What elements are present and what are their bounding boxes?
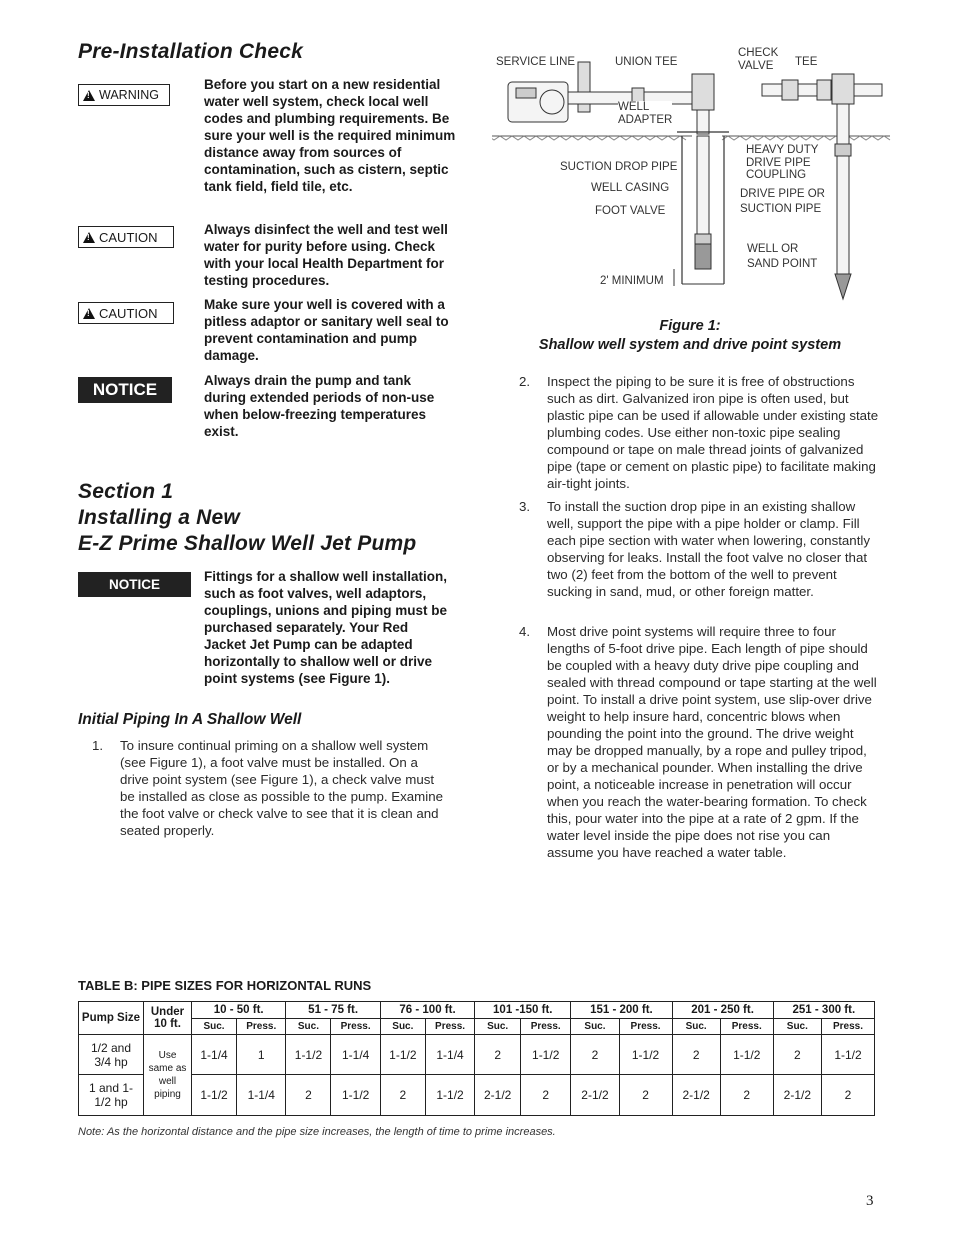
table-cell: 1-1/2: [286, 1035, 331, 1075]
label-foot-valve: FOOT VALVE: [595, 205, 666, 217]
section-number-heading: Section 1: [78, 480, 174, 503]
step-text: Inspect the piping to be sure it is free of obstructions such as dirt. Galvanized iron pipe is often used, but plastic pipe can be used if allowable under existing state plumbing codes. Use either non-toxic pipe sealing compound or tape on male thread joints of galvanized pipe (tape or cement on plastic pipe) to facilitate making air-tight joints.: [547, 374, 879, 491]
label-tee-right: TEE: [795, 56, 818, 68]
table-cell: 2: [380, 1075, 425, 1116]
step-number: 1.: [92, 738, 104, 753]
label-drive-pipe: DRIVE PIPE OR SUCTION PIPE: [740, 188, 825, 215]
figure-caption-title: Shallow well system and drive point system: [538, 337, 842, 353]
table-cell: 1-1/2: [822, 1035, 875, 1075]
header-range: 201 - 250 ft.: [672, 1002, 773, 1019]
table-cell: 1-1/2: [720, 1035, 773, 1075]
preinstall-heading: Pre-Installation Check: [78, 40, 303, 63]
table-cell: 2: [720, 1075, 773, 1116]
notice-badge-large: NOTICE: [78, 377, 172, 403]
step-number: 4.: [519, 624, 531, 639]
header-under-10: Under 10 ft.: [144, 1002, 192, 1035]
table-cell: 2: [619, 1075, 672, 1116]
label-heavy-duty-coupling: HEAVY DUTY DRIVE PIPE COUPLING: [746, 144, 819, 181]
label-suction-drop-pipe: SUCTION DROP PIPE: [560, 161, 678, 173]
table-cell: 1-1/2: [331, 1075, 380, 1116]
caution-badge-2: [78, 302, 174, 324]
table-cell: 1-1/2: [521, 1035, 571, 1075]
caution-text-2: Make sure your well is covered with a pitless adaptor or sanitary well seal to prevent contamination and pump damage.: [204, 297, 449, 363]
step-number: 2.: [519, 374, 531, 389]
pipe-size-table: [78, 1001, 875, 1116]
initial-piping-subheading: Initial Piping In A Shallow Well: [78, 711, 302, 728]
header-range: 151 - 200 ft.: [571, 1002, 672, 1019]
table-cell: 1-1/2: [425, 1075, 474, 1116]
warning-badge-label: WARNING: [99, 88, 159, 102]
table-cell: 2: [286, 1075, 331, 1116]
label-well-casing: WELL CASING: [591, 182, 670, 194]
subheader-press: Press.: [331, 1019, 380, 1035]
table-row: [79, 1035, 875, 1075]
subheader-suc: Suc.: [380, 1019, 425, 1035]
label-check-valve: CHECK VALVE: [738, 47, 779, 72]
table-cell: 2: [475, 1035, 521, 1075]
table-cell: 2: [571, 1035, 619, 1075]
step-text: Most drive point systems will require three to four lengths of 5-foot drive pipe. Each length of pipe should be coupled with a heavy duty drive pipe coupling and sealed with thread compound or tape starting at the well point. To install a drive point system, use slip-over drive weight to help insure hard, concentric blows when pounding the point into the ground. The drive weight may be dropped manually, by a rope and pulley tripod, or by a mechanical pounder. When installing the drive point, a noticeable increase in penetration will occur when you reach the water-bearing formation. To check this, pour water into the pipe at a rate of 2 gpm. If the water level inside the pipe does not rise you can assume you have reached a water table.: [547, 624, 877, 860]
subheader-press: Press.: [237, 1019, 286, 1035]
table-cell: 2-1/2: [571, 1075, 619, 1116]
page-number: 3: [866, 1193, 874, 1209]
label-well-adapter: WELL ADAPTER: [618, 101, 673, 126]
header-range: 51 - 75 ft.: [286, 1002, 380, 1019]
step-3: [519, 498, 879, 618]
header-range: 76 - 100 ft.: [380, 1002, 474, 1019]
subheader-press: Press.: [425, 1019, 474, 1035]
table-cell: 1-1/2: [192, 1075, 237, 1116]
step-number: 3.: [519, 499, 531, 514]
subheader-press: Press.: [822, 1019, 875, 1035]
step-4: [519, 623, 879, 883]
table-cell: 2: [822, 1075, 875, 1116]
row-under-10-note: Use same as well piping: [144, 1035, 192, 1116]
subheader-suc: Suc.: [773, 1019, 821, 1035]
subheader-press: Press.: [720, 1019, 773, 1035]
table-cell: 2: [521, 1075, 571, 1116]
table-cell: 1-1/4: [425, 1035, 474, 1075]
subheader-suc: Suc.: [571, 1019, 619, 1035]
table-cell: 1-1/4: [331, 1035, 380, 1075]
caution-badge-label: CAUTION: [99, 229, 158, 245]
warning-triangle-icon: [83, 90, 95, 101]
label-service-line: SERVICE LINE: [496, 56, 576, 68]
table-cell: 2: [672, 1035, 720, 1075]
label-well-point: WELL OR SAND POINT: [747, 243, 818, 270]
table-header-row: [79, 1002, 875, 1019]
table-note: Note: As the horizontal distance and the pipe size increases, the length of time to prime increases.: [78, 1126, 556, 1138]
subheader-press: Press.: [619, 1019, 672, 1035]
notice-badge-small: NOTICE: [78, 572, 191, 597]
table-subheader-row: [79, 1019, 875, 1035]
subheader-suc: Suc.: [672, 1019, 720, 1035]
section-title-line2: Installing a New: [78, 506, 240, 529]
warning-triangle-icon: [83, 232, 95, 243]
table-title: TABLE B: PIPE SIZES FOR HORIZONTAL RUNS: [78, 978, 372, 993]
row-pump-size: 1 and 1-1/2 hp: [79, 1075, 144, 1116]
well-diagram-svg: [492, 44, 892, 304]
label-union-tee: UNION TEE: [615, 56, 678, 68]
figure-1-diagram: [492, 44, 892, 304]
figure-caption-number: Figure 1:: [659, 318, 721, 334]
table-row: [79, 1075, 875, 1116]
section-notice-text: Fittings for a shallow well installation, such as foot valves, well adaptors, couplings, unions and piping must be purchased separately. Your Red Jacket Jet Pump can be adapted horizontally to shallow well or drive point systems (see Figure 1).: [204, 569, 448, 686]
table-cell: 1: [237, 1035, 286, 1075]
warning-text: Before you start on a new residential water well system, check local well codes and plumbing requirements. Be sure your well is the required minimum distance away from sources of contamination, such as cistern, septic tank field, field tile, etc.: [204, 77, 456, 194]
subheader-suc: Suc.: [286, 1019, 331, 1035]
table-cell: 1-1/2: [619, 1035, 672, 1075]
warning-triangle-icon: [83, 308, 95, 319]
table-cell: 2-1/2: [475, 1075, 521, 1116]
table-cell: 1-1/2: [380, 1035, 425, 1075]
row-pump-size: 1/2 and 3/4 hp: [79, 1035, 144, 1075]
table-cell: 1-1/4: [192, 1035, 237, 1075]
header-range: 10 - 50 ft.: [192, 1002, 286, 1019]
step-text: To insure continual priming on a shallow well system (see Figure 1), a foot valve must be installed. On a drive point system (see Figure 1), a check valve must be installed as close as possible to the pump. Examine the foot valve or check valve to see that it is clean and seated properly.: [120, 738, 444, 838]
notice-text: Always drain the pump and tank during extended periods of non-use when below-freezing temperatures exist.: [204, 373, 435, 439]
caution-badge-1: [78, 226, 174, 248]
table-cell: 2-1/2: [773, 1075, 821, 1116]
table-cell: 2-1/2: [672, 1075, 720, 1116]
caution-text-1: Always disinfect the well and test well water for purity before using. Check with your local Health Department for testing procedures.: [204, 222, 448, 288]
caution-badge-label: CAUTION: [99, 305, 158, 321]
header-range: 251 - 300 ft.: [773, 1002, 874, 1019]
header-range: 101 -150 ft.: [475, 1002, 571, 1019]
step-2: [519, 373, 879, 493]
subheader-press: Press.: [521, 1019, 571, 1035]
section-title-line3: E-Z Prime Shallow Well Jet Pump: [78, 532, 417, 555]
table-cell: 1-1/4: [237, 1075, 286, 1116]
subheader-suc: Suc.: [192, 1019, 237, 1035]
subheader-suc: Suc.: [475, 1019, 521, 1035]
step-text: To install the suction drop pipe in an existing shallow well, support the pipe with a pipe holder or clamp. Fill each pipe section with water when lowering, constantly observing for leaks. Install the foot valve no closer that two (2) feet from the bottom of the well to prevent sucking in sand, mud, or other foreign matter.: [547, 499, 870, 599]
warning-badge: [78, 84, 170, 106]
label-2ft-minimum: 2' MINIMUM: [600, 275, 664, 287]
step-1: [92, 737, 447, 847]
header-pump-size: Pump Size: [79, 1002, 144, 1035]
table-cell: 2: [773, 1035, 821, 1075]
figure-caption: [492, 317, 888, 355]
